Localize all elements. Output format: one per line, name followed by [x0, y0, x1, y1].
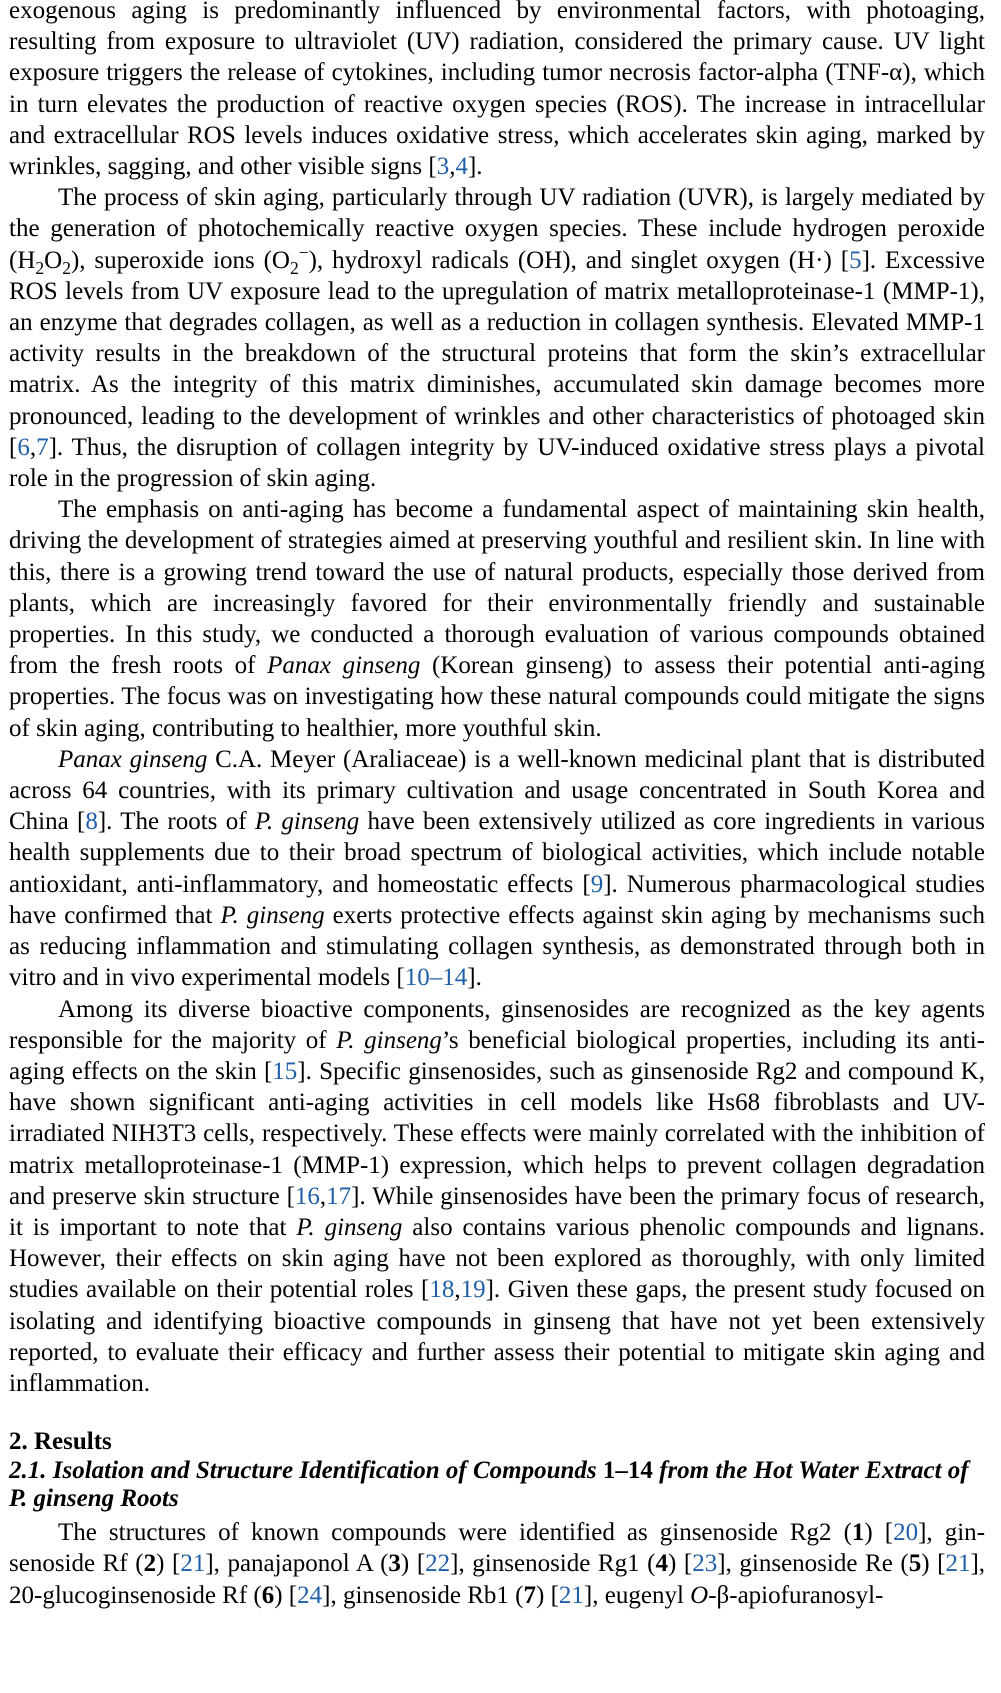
compound-number: 7	[523, 1581, 537, 1609]
citation-link[interactable]: 24	[297, 1581, 323, 1609]
paragraph-uv-ros: The process of skin aging, particularly through UV radiation (UVR), is largely mediated by the generation of photochemically reactive oxygen species. These include hydrogen peroxide $(H_2O_2)$, superoxide ions $(O_2^-)$, hydroxyl radicals (OH), and singlet oxygen (H·) [5]. Excessive ROS levels from UV exposure lead to the upregulation of matrix metalloproteinase-1 (MMP-1), an enzyme that degrades collagen, as well as a reduction in collagen synthesis. Elevated MMP-1 activity results in the breakdown of the structural proteins that form the skin’s extracellular matrix. As the integrity of this matrix diminishes, accumulated skin damage becomes more pronounced, leading to the development of wrinkles and other characteristics of photoaged skin [6,7]. Thus, the disruption of collagen integrity by UV-induced oxidative stress plays a pivotal role in the progression of skin aging.	[9, 184, 985, 493]
citation-link[interactable]: 21	[945, 1550, 971, 1578]
citation-link[interactable]: 5	[849, 246, 862, 274]
paragraph-text: exogenous aging is predominantly influenced by environmental factors, with photoaging, resulting from exposure to ultraviolet (UV) radiation, considered the primary cause. UV light exposure triggers the release of cytokines, including tumor necrosis factor-alpha (TNF-α), which in turn elevates the production of reactive oxygen species (ROS). The increase in intracellular and extracellular ROS levels induces oxidative stress, which accelerates skin aging, marked by wrinkles, sagging, and other visible signs [	[9, 0, 985, 181]
paragraph-panax-ginseng: Panax ginseng C.A. Meyer (Araliaceae) is a well-known medicinal plant that is distributed across 64 countries, with its primary cultivation and usage concentrated in South Korea and China [8]. The roots of P. ginseng have been extensively utilized as core ingredients in various health supplements due to their broad spectrum of biological activities, which include notable antioxidant, anti-inflammatory, and homeostatic effects [9]. Numerous pharmacological studies have confirmed that P. ginseng exerts protective effects against skin aging by mechanisms such as reducing inflammation and stimulating collagen synthesis, as demonstrated through both in vitro and in vivo experimental models [10–14].	[9, 745, 986, 992]
subsection-heading-isolation: 2.1. Isolation and Structure Identification of Compounds 1–14 from the Hot Water Extract of P. ginseng Roots	[9, 1457, 969, 1513]
citation-link[interactable]: 6	[17, 433, 30, 461]
citation-link[interactable]: 23	[692, 1550, 718, 1578]
citation-link[interactable]: 3	[436, 153, 450, 181]
section-heading-results: 2. Results	[9, 1428, 112, 1456]
species-name: Panax ginseng	[58, 745, 208, 773]
citation-link[interactable]: 7	[36, 433, 49, 461]
compound-number: 6	[261, 1581, 275, 1609]
species-name: P. ginseng	[220, 901, 325, 929]
paragraph-exogenous-aging: exogenous aging is predominantly influenced by environmental factors, with photoaging, resulting from exposure to ultraviolet (UV) radiation, considered the primary cause. UV light exposure triggers the release of cytokines, including tumor necrosis factor-alpha (TNF-α), which in turn elevates the production of reactive oxygen species (ROS). The increase in intracellular and extracellular ROS levels induces oxidative stress, which accelerates skin aging, marked by wrinkles, sagging, and other visible signs [3,4].	[9, 0, 985, 182]
citation-link[interactable]: 10–14	[404, 964, 468, 992]
citation-link[interactable]: 21	[558, 1581, 584, 1609]
citation-link[interactable]: 4	[455, 153, 468, 181]
citation-link[interactable]: 16	[294, 1182, 320, 1210]
species-name: P. ginseng	[296, 1213, 403, 1241]
citation-link[interactable]: 8	[85, 808, 98, 836]
paragraph-ginsenosides: Among its diverse bioactive components, ginsenosides are recognized as the key agents responsible for the majority of P. ginseng’s beneficial biological properties, including its anti-aging effects on the skin [15]. Specific ginsenosides, such as ginsenoside Rg2 and compound K, have shown significant anti-aging activities in cell models like Hs68 fibroblasts and UV-irradiated NIH3T3 cells, respectively. These effects were mainly correlated with the inhibition of matrix metalloproteinase-1 (MMP-1) expression, which helps to prevent collagen degradation and preserve skin structure [16,17]. While ginsenosides have been the primary focus of research, it is important to note that P. ginseng also contains various phenolic compounds and lignans. However, their effects on skin aging have not been explored as thoroughly, with only limited studies available on their potential roles [18,19]. Given these gaps, the present study focused on isolating and identifying bioactive compounds in ginseng that have not yet been extensively reported, to evaluate their efficacy and further assess their potential to mitigate skin aging and inflammation.	[9, 995, 986, 1397]
citation-link[interactable]: 15	[272, 1057, 298, 1085]
species-name: Panax ginseng	[267, 652, 421, 680]
compound-number: 2	[143, 1550, 157, 1578]
citation-link[interactable]: 19	[460, 1276, 486, 1304]
compound-number: 5	[908, 1550, 922, 1578]
compound-number: 3	[388, 1550, 401, 1578]
citation-link[interactable]: 21	[180, 1550, 206, 1578]
compound-number: 4	[655, 1550, 669, 1578]
paragraph-anti-aging-emphasis: The emphasis on anti-aging has become a fundamental aspect of maintaining skin health, driving the development of strategies aimed at preserving youthful and resilient skin. In line with this, there is a growing trend toward the use of natural products, especially those derived from plants, which are increasingly favored for their environmentally friendly and sustainable properties. In this study, we conducted a thorough evaluation of various compounds obtained from the fresh roots of Panax ginseng (Korean ginseng) to assess their potential anti-aging properties. The focus was on investigating how these natural compounds could mitigate the signs of skin aging, contributing to healthier, more youthful skin.	[9, 496, 985, 742]
citation-link[interactable]: 18	[429, 1276, 455, 1304]
citation-link[interactable]: 17	[326, 1182, 352, 1210]
species-name: P. ginseng	[336, 1026, 442, 1054]
compound-number: 1	[851, 1519, 865, 1547]
species-name: P. ginseng	[254, 808, 360, 836]
citation-link[interactable]: 22	[425, 1550, 451, 1578]
paragraph-known-compounds: The structures of known compounds were identified as ginsenoside Rg2 (1) [20], ginsenoside Rf (2) [21], panajaponol A (3) [22], ginsenoside Rg1 (4) [23], ginsenoside Re (5) [21], 20-glucoginsenoside Rf (6) [24], ginsenoside Rb1 (7) [21], eugenyl O-β-apiofuranosyl-	[9, 1519, 986, 1609]
citation-link[interactable]: 20	[893, 1519, 919, 1547]
citation-link[interactable]: 9	[590, 870, 604, 898]
